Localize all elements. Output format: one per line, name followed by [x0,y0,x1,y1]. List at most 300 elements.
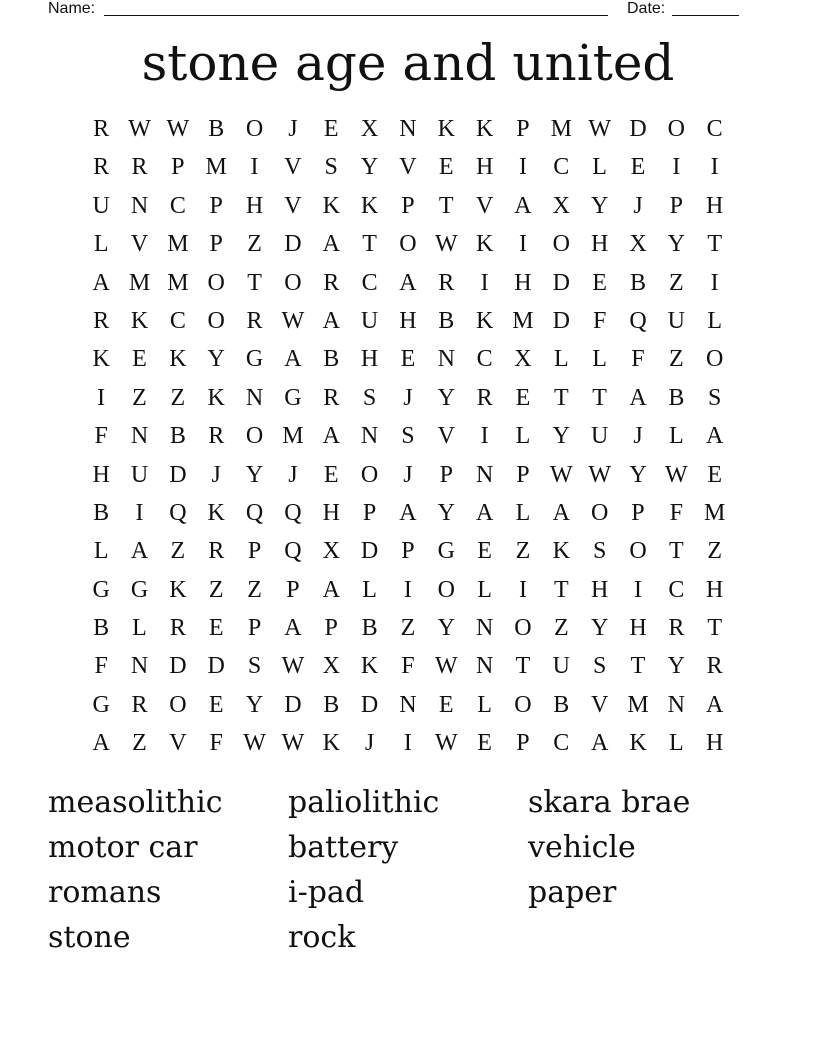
grid-cell: H [360,346,379,373]
grid-cell: I [633,576,642,603]
grid-cell: I [403,576,412,603]
grid-cell: D [360,538,379,565]
grid-cell: H [706,192,724,219]
grid-row [82,456,734,494]
grid-cell: E [438,154,454,181]
grid-cell: M [512,307,534,334]
grid-cell: K [360,192,379,219]
word-list-item: stone [48,920,131,955]
grid-cell: Y [590,192,609,219]
grid-cell: Z [170,538,186,565]
grid-cell: V [284,154,302,181]
grid-cell: U [92,192,110,219]
word-list [48,780,768,960]
grid-cell: J [211,461,221,488]
grid-cell: E [323,461,339,488]
grid-cell: O [629,538,647,565]
grid-cell: Z [247,576,262,603]
grid-cell: A [322,423,340,450]
grid-cell: U [360,307,379,334]
grid-cell: L [362,576,377,603]
grid-cell: K [475,116,494,142]
grid-cell: D [284,231,302,258]
grid-cell: Y [245,691,264,718]
grid-cell: W [434,653,458,680]
grid-cell: U [667,307,685,334]
grid-cell: L [477,576,492,603]
word-list-item: battery [288,830,399,865]
grid-cell: Q [169,499,187,526]
grid-cell: A [629,384,647,411]
grid-cell: W [434,231,458,258]
grid-cell: W [588,116,611,142]
grid-cell: R [93,307,110,334]
grid-cell: C [668,576,685,603]
grid-cell: I [135,499,144,526]
grid-cell: V [437,423,455,450]
grid-cell: J [403,461,413,488]
grid-cell: I [97,384,106,411]
word-list-item: i-pad [288,875,365,910]
grid-cell: D [169,461,187,488]
grid-cell: N [399,691,417,718]
grid-cell: U [590,423,609,450]
grid-cell: V [169,730,187,757]
grid-cell: Y [245,461,264,488]
grid-cell: A [706,691,724,718]
grid-cell: T [668,538,684,565]
grid-cell: I [250,154,259,181]
grid-row [82,110,734,148]
grid-cell: C [553,154,570,181]
grid-cell: Q [284,538,302,565]
grid-cell: W [281,730,305,757]
grid-cell: C [476,346,493,373]
word-list-item: paliolithic [288,785,440,820]
grid-cell: X [514,346,532,373]
grid-cell: E [400,346,416,373]
word-list-item: motor car [48,830,198,865]
grid-cell: A [322,576,340,603]
grid-cell: D [360,691,379,718]
grid-cell: I [672,154,681,181]
grid-cell: K [552,538,570,565]
grid-cell: C [169,307,186,334]
grid-cell: B [323,691,340,718]
grid-row [82,148,734,186]
header-line [48,0,748,20]
grid-cell: A [552,499,570,526]
grid-row [82,264,734,302]
grid-cell: A [475,499,494,526]
grid-cell: W [166,116,190,142]
grid-cell: A [284,615,302,642]
grid-cell: G [245,346,264,373]
grid-cell: O [667,116,685,142]
grid-cell: S [401,423,415,450]
grid-cell: M [167,231,189,258]
grid-cell: B [208,116,225,142]
grid-cell: M [167,269,189,296]
word-list-item: vehicle [528,830,636,865]
grid-cell: A [590,730,609,757]
page-title: stone age and united [141,34,675,92]
grid-cell: P [401,192,415,219]
grid-cell: P [631,499,645,526]
grid-cell: O [552,231,570,258]
grid-cell: C [361,269,378,296]
grid-row [82,647,734,685]
grid-cell: H [399,307,417,334]
grid-cell: P [171,154,185,181]
grid-cell: A [706,423,724,450]
grid-cell: L [477,691,492,718]
grid-cell: D [629,116,647,142]
grid-cell: M [282,423,304,450]
grid-cell: L [515,499,531,526]
grid-cell: P [286,576,300,603]
grid-cell: Z [553,615,569,642]
grid-cell: O [706,346,724,373]
grid-cell: T [707,615,722,642]
grid-cell: E [515,384,531,411]
grid-cell: R [208,538,225,565]
grid-cell: R [208,423,225,450]
grid-cell: W [588,461,611,488]
date-blank-line [672,15,739,16]
grid-cell: E [477,538,492,565]
grid-cell: I [710,269,719,296]
grid-cell: S [707,384,722,411]
grid-cell: E [208,691,224,718]
grid-cell: X [322,653,340,680]
word-list-item: paper [528,875,617,910]
grid-cell: K [207,384,225,411]
grid-cell: X [629,231,647,258]
grid-cell: Y [552,423,570,450]
grid-cell: Z [247,231,262,258]
grid-cell: R [668,615,685,642]
grid-cell: I [710,154,719,181]
grid-row [82,724,734,762]
grid-cell: S [362,384,377,411]
grid-cell: Q [284,499,302,526]
grid-cell: W [128,116,151,142]
grid-cell: T [630,653,646,680]
grid-cell: J [364,730,375,757]
grid-cell: K [475,231,494,258]
grid-cell: E [477,730,492,757]
grid-cell: C [169,192,186,219]
grid-cell: R [169,615,186,642]
grid-cell: G [92,576,110,603]
grid-cell: P [516,461,530,488]
grid-cell: D [552,269,570,296]
grid-row [82,571,734,609]
grid-cell: W [665,461,688,488]
grid-cell: E [208,615,224,642]
grid-cell: F [592,307,607,334]
grid-cell: K [130,307,149,334]
grid-cell: Y [590,615,609,642]
grid-cell: L [515,423,531,450]
grid-cell: E [630,154,646,181]
grid-cell: M [205,154,227,181]
grid-cell: K [360,653,379,680]
grid-cell: K [475,307,494,334]
grid-cell: E [438,691,454,718]
grid-cell: F [209,730,223,757]
grid-row [82,187,734,225]
grid-cell: P [247,538,262,565]
grid-cell: A [514,192,532,219]
grid-row [82,532,734,570]
word-list-item: romans [48,875,162,910]
grid-cell: R [131,154,148,181]
grid-cell: A [130,538,149,565]
grid-cell: Z [132,384,147,411]
grid-cell: L [668,423,684,450]
grid-cell: Y [437,384,455,411]
grid-cell: P [669,192,683,219]
grid-row [82,340,734,378]
grid-cell: Y [667,231,685,258]
grid-cell: P [209,192,223,219]
grid-cell: P [247,615,262,642]
grid-cell: D [169,653,187,680]
grid-cell: R [131,691,148,718]
grid-cell: X [360,116,379,142]
grid-cell: J [633,192,643,219]
grid-cell: V [130,231,149,258]
grid-cell: Y [437,615,455,642]
grid-cell: L [132,615,147,642]
grid-row [82,686,734,724]
grid-cell: M [128,269,151,296]
grid-cell: B [438,307,455,334]
grid-cell: B [361,615,378,642]
grid-cell: Y [360,154,379,181]
grid-cell: H [590,231,609,258]
grid-cell: A [399,499,417,526]
grid-cell: O [169,691,187,718]
grid-cell: D [207,653,225,680]
grid-cell: H [514,269,532,296]
grid-cell: N [667,691,685,718]
grid-cell: H [590,576,609,603]
grid-cell: O [360,461,379,488]
grid-cell: H [706,576,724,603]
grid-cell: V [399,154,417,181]
grid-cell: Z [707,538,722,565]
grid-cell: J [288,461,298,488]
grid-cell: B [323,346,340,373]
grid-cell: B [169,423,186,450]
grid-cell: O [437,576,455,603]
grid-cell: A [92,269,110,296]
grid-cell: I [403,730,412,757]
grid-cell: Z [132,730,147,757]
grid-cell: P [209,231,223,258]
grid-cell: Q [245,499,264,526]
grid-cell: N [130,423,149,450]
grid-cell: X [552,192,570,219]
grid-cell: G [92,691,110,718]
grid-cell: H [706,730,724,757]
grid-cell: H [92,461,110,488]
grid-cell: A [322,307,340,334]
grid-cell: Q [629,307,647,334]
letter-grid [82,110,734,763]
grid-cell: E [592,269,607,296]
grid-cell: A [284,346,302,373]
grid-cell: N [475,461,494,488]
grid-row [82,609,734,647]
grid-cell: Y [667,653,685,680]
grid-cell: L [592,346,607,373]
grid-cell: L [707,307,722,334]
grid-cell: R [323,269,340,296]
grid-cell: J [403,384,413,411]
grid-cell: T [553,384,569,411]
grid-cell: C [553,730,570,757]
grid-cell: N [475,653,494,680]
name-blank-line [104,15,608,16]
grid-cell: B [93,499,110,526]
grid-cell: R [706,653,723,680]
grid-row [82,379,734,417]
grid-cell: E [323,116,339,142]
grid-cell: S [247,653,262,680]
grid-cell: L [93,231,109,258]
grid-cell: N [130,192,149,219]
grid-cell: N [130,653,149,680]
grid-cell: K [169,576,187,603]
grid-cell: A [322,231,340,258]
word-list-item: rock [288,920,356,955]
grid-cell: U [130,461,149,488]
grid-cell: O [245,423,264,450]
grid-cell: T [592,384,607,411]
grid-cell: K [169,346,187,373]
grid-cell: W [281,307,305,334]
grid-cell: S [592,653,607,680]
grid-cell: K [437,116,455,142]
grid-cell: H [475,154,494,181]
grid-cell: R [438,269,455,296]
grid-cell: O [207,269,225,296]
grid-cell: F [669,499,683,526]
grid-cell: I [480,423,489,450]
grid-cell: W [243,730,266,757]
grid-cell: K [322,730,340,757]
grid-cell: B [668,384,685,411]
grid-cell: H [245,192,264,219]
grid-cell: Y [629,461,647,488]
grid-cell: F [94,423,108,450]
grid-cell: D [284,691,302,718]
grid-cell: U [552,653,570,680]
grid-cell: N [245,384,264,411]
grid-cell: R [476,384,493,411]
grid-cell: Z [668,269,684,296]
grid-cell: V [284,192,302,219]
grid-cell: N [475,615,494,642]
grid-cell: P [516,730,530,757]
date-label: Date: [627,0,666,17]
grid-cell: A [92,730,110,757]
grid-cell: M [627,691,649,718]
grid-cell: Z [208,576,224,603]
grid-cell: K [322,192,340,219]
grid-cell: P [516,116,530,142]
grid-cell: M [704,499,726,526]
grid-cell: T [707,231,722,258]
grid-cell: V [590,691,609,718]
grid-cell: Z [515,538,531,565]
grid-cell: L [553,346,569,373]
grid-cell: K [629,730,647,757]
grid-cell: T [362,231,377,258]
grid-cell: D [552,307,570,334]
grid-cell: M [550,116,572,142]
grid-cell: R [93,154,110,181]
grid-cell: C [706,116,723,142]
grid-cell: O [207,307,225,334]
grid-cell: F [94,653,108,680]
grid-cell: E [132,346,147,373]
grid-cell: I [518,576,527,603]
grid-cell: S [324,154,338,181]
grid-cell: P [362,499,377,526]
grid-cell: H [322,499,340,526]
grid-cell: J [288,116,298,142]
grid-cell: R [323,384,340,411]
grid-cell: O [514,615,532,642]
grid-cell: O [399,231,417,258]
grid-cell: W [281,653,305,680]
grid-row [82,302,734,340]
grid-cell: O [284,269,302,296]
grid-cell: T [553,576,569,603]
grid-cell: N [399,116,417,142]
grid-cell: I [480,269,489,296]
grid-cell: I [518,231,527,258]
grid-cell: F [401,653,415,680]
grid-cell: I [518,154,527,181]
grid-row [82,494,734,532]
grid-cell: Z [668,346,684,373]
word-list-item: skara brae [528,785,691,820]
grid-cell: H [629,615,647,642]
grid-cell: V [475,192,494,219]
grid-cell: E [707,461,722,488]
grid-cell: L [668,730,684,757]
grid-cell: A [399,269,417,296]
grid-cell: Z [170,384,186,411]
grid-cell: O [245,116,264,142]
grid-cell: W [434,730,458,757]
grid-cell: L [592,154,607,181]
grid-cell: T [438,192,454,219]
grid-cell: B [629,269,646,296]
grid-cell: Y [437,499,455,526]
grid-row [82,225,734,263]
grid-cell: O [590,499,609,526]
grid-cell: N [437,346,455,373]
grid-cell: X [322,538,340,565]
grid-cell: G [437,538,455,565]
